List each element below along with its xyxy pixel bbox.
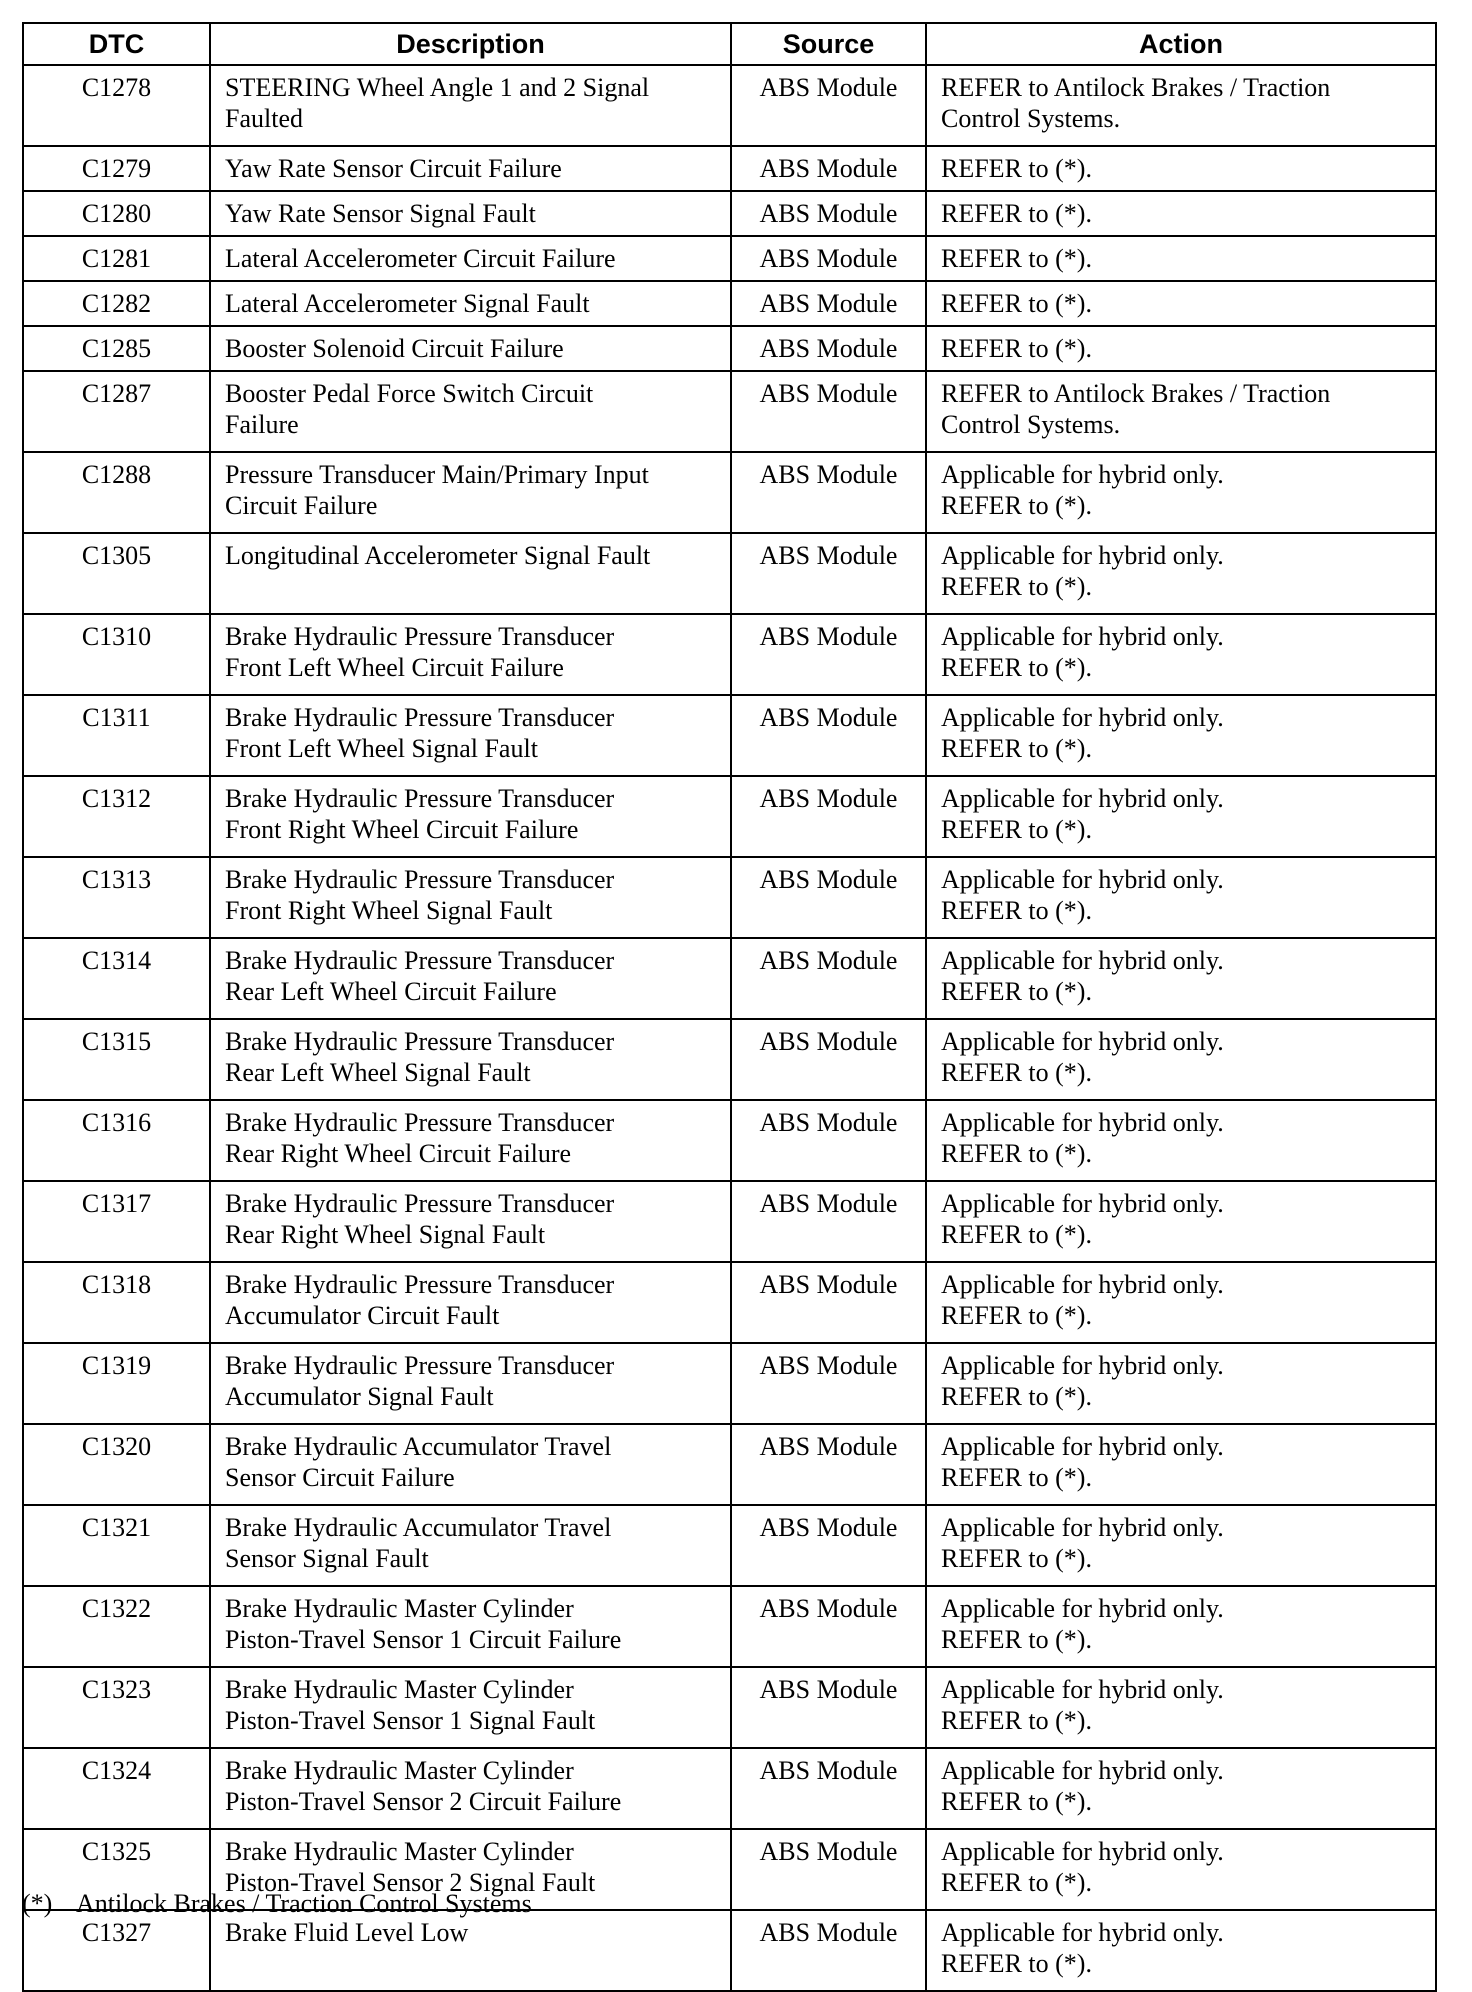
dtc-code: C1280: [23, 191, 210, 236]
dtc-action: [926, 1019, 1436, 1100]
dtc-source: ABS Module: [731, 65, 926, 146]
action-line: Applicable for hybrid only.: [941, 1513, 1224, 1542]
description-line: Brake Hydraulic Accumulator Travel: [225, 1513, 612, 1542]
action-line: REFER to Antilock Brakes / Traction: [941, 73, 1331, 102]
dtc-action: [926, 281, 1436, 326]
action-line: REFER to (*).: [941, 1463, 1092, 1492]
dtc-description: [210, 1262, 731, 1343]
dtc-description: [210, 65, 731, 146]
dtc-description: [210, 146, 731, 191]
description-line: Booster Solenoid Circuit Failure: [225, 334, 564, 363]
table-row: [23, 236, 1436, 281]
description-line: Front Left Wheel Circuit Failure: [225, 653, 564, 682]
description-line: Circuit Failure: [225, 491, 378, 520]
dtc-code: C1305: [23, 533, 210, 614]
dtc-source: ABS Module: [731, 938, 926, 1019]
footnote-mark: (*): [22, 1889, 53, 1918]
table-row: [23, 1181, 1436, 1262]
description-line: Pressure Transducer Main/Primary Input: [225, 460, 649, 489]
description-line: Piston-Travel Sensor 2 Signal Fault: [225, 1868, 596, 1897]
dtc-description: [210, 776, 731, 857]
dtc-source: ABS Module: [731, 281, 926, 326]
action-line: REFER to (*).: [941, 1220, 1092, 1249]
dtc-source: ABS Module: [731, 191, 926, 236]
action-line: REFER to (*).: [941, 1544, 1092, 1573]
description-line: Brake Hydraulic Pressure Transducer: [225, 1027, 615, 1056]
dtc-code: C1285: [23, 326, 210, 371]
dtc-source: ABS Module: [731, 371, 926, 452]
description-line: Front Left Wheel Signal Fault: [225, 734, 538, 763]
dtc-code: C1281: [23, 236, 210, 281]
table-row: [23, 1910, 1436, 1991]
dtc-description: [210, 371, 731, 452]
dtc-action: [926, 1667, 1436, 1748]
dtc-code: C1322: [23, 1586, 210, 1667]
action-line: REFER to (*).: [941, 977, 1092, 1006]
dtc-source: ABS Module: [731, 326, 926, 371]
dtc-source: ABS Module: [731, 614, 926, 695]
dtc-code: C1314: [23, 938, 210, 1019]
table-row: [23, 452, 1436, 533]
dtc-source: ABS Module: [731, 236, 926, 281]
dtc-code: C1317: [23, 1181, 210, 1262]
dtc-action: [926, 1100, 1436, 1181]
action-line: Applicable for hybrid only.: [941, 1432, 1224, 1461]
action-line: Applicable for hybrid only.: [941, 946, 1224, 975]
table-row: [23, 533, 1436, 614]
dtc-description: [210, 236, 731, 281]
dtc-code: C1327: [23, 1910, 210, 1991]
dtc-source: ABS Module: [731, 776, 926, 857]
dtc-code: C1320: [23, 1424, 210, 1505]
dtc-code: C1282: [23, 281, 210, 326]
description-line: STEERING Wheel Angle 1 and 2 Signal: [225, 73, 650, 102]
description-line: Rear Left Wheel Signal Fault: [225, 1058, 531, 1087]
table-row: [23, 695, 1436, 776]
dtc-action: [926, 146, 1436, 191]
description-line: Rear Right Wheel Circuit Failure: [225, 1139, 572, 1168]
action-line: REFER to (*).: [941, 1868, 1092, 1897]
dtc-source: ABS Module: [731, 1019, 926, 1100]
dtc-source: ABS Module: [731, 533, 926, 614]
dtc-action: [926, 1262, 1436, 1343]
dtc-source: ABS Module: [731, 1100, 926, 1181]
table-row: [23, 326, 1436, 371]
dtc-source: ABS Module: [731, 1586, 926, 1667]
description-line: Brake Hydraulic Accumulator Travel: [225, 1432, 612, 1461]
action-line: Applicable for hybrid only.: [941, 1189, 1224, 1218]
action-line: Applicable for hybrid only.: [941, 541, 1224, 570]
dtc-table: [22, 22, 1437, 1992]
dtc-code: C1287: [23, 371, 210, 452]
description-line: Brake Hydraulic Master Cylinder: [225, 1756, 574, 1785]
header-source: Source: [731, 23, 926, 65]
action-line: REFER to (*).: [941, 1949, 1092, 1978]
description-line: Piston-Travel Sensor 1 Circuit Failure: [225, 1625, 622, 1654]
dtc-description: [210, 1343, 731, 1424]
table-row: [23, 1748, 1436, 1829]
dtc-description: [210, 1019, 731, 1100]
dtc-source: ABS Module: [731, 695, 926, 776]
description-line: Front Right Wheel Signal Fault: [225, 896, 553, 925]
table-row: [23, 938, 1436, 1019]
dtc-action: [926, 1748, 1436, 1829]
dtc-code: C1279: [23, 146, 210, 191]
table-row: [23, 857, 1436, 938]
dtc-description: [210, 1424, 731, 1505]
dtc-description: [210, 695, 731, 776]
action-line: REFER to (*).: [941, 1139, 1092, 1168]
dtc-description: [210, 191, 731, 236]
dtc-code: C1312: [23, 776, 210, 857]
dtc-action: [926, 695, 1436, 776]
action-line: Applicable for hybrid only.: [941, 1108, 1224, 1137]
description-line: Faulted: [225, 104, 303, 133]
dtc-code: C1288: [23, 452, 210, 533]
description-line: Accumulator Signal Fault: [225, 1382, 494, 1411]
dtc-action: [926, 1910, 1436, 1991]
table-body: [23, 65, 1436, 1991]
description-line: Booster Pedal Force Switch Circuit: [225, 379, 594, 408]
dtc-description: [210, 326, 731, 371]
description-line: Sensor Signal Fault: [225, 1544, 429, 1573]
dtc-code: C1278: [23, 65, 210, 146]
action-line: REFER to (*).: [941, 653, 1092, 682]
dtc-action: [926, 326, 1436, 371]
dtc-source: ABS Module: [731, 1829, 926, 1910]
dtc-action: [926, 452, 1436, 533]
dtc-source: ABS Module: [731, 146, 926, 191]
table-row: [23, 1019, 1436, 1100]
description-line: Longitudinal Accelerometer Signal Fault: [225, 541, 651, 570]
dtc-action: [926, 533, 1436, 614]
dtc-action: [926, 1181, 1436, 1262]
dtc-code: C1323: [23, 1667, 210, 1748]
dtc-action: [926, 1586, 1436, 1667]
action-line: REFER to (*).: [941, 896, 1092, 925]
action-line: Applicable for hybrid only.: [941, 622, 1224, 651]
dtc-source: ABS Module: [731, 1910, 926, 1991]
header-dtc: DTC: [23, 23, 210, 65]
table-row: [23, 1262, 1436, 1343]
action-line: Control Systems.: [941, 410, 1121, 439]
table-row: [23, 1343, 1436, 1424]
action-line: Applicable for hybrid only.: [941, 1027, 1224, 1056]
action-line: REFER to (*).: [941, 1787, 1092, 1816]
dtc-source: ABS Module: [731, 1262, 926, 1343]
description-line: Brake Hydraulic Master Cylinder: [225, 1675, 574, 1704]
action-line: REFER to (*).: [941, 1058, 1092, 1087]
description-line: Brake Hydraulic Master Cylinder: [225, 1594, 574, 1623]
footnote: [22, 1888, 532, 1920]
dtc-description: [210, 281, 731, 326]
dtc-description: [210, 452, 731, 533]
action-line: REFER to (*).: [941, 1382, 1092, 1411]
description-line: Accumulator Circuit Fault: [225, 1301, 500, 1330]
action-line: REFER to (*).: [941, 572, 1092, 601]
table-row: [23, 191, 1436, 236]
table-row: [23, 1100, 1436, 1181]
action-line: Control Systems.: [941, 104, 1121, 133]
dtc-action: [926, 614, 1436, 695]
dtc-description: [210, 533, 731, 614]
table-row: [23, 1586, 1436, 1667]
dtc-code: C1319: [23, 1343, 210, 1424]
dtc-source: ABS Module: [731, 1181, 926, 1262]
description-line: Brake Hydraulic Pressure Transducer: [225, 946, 615, 975]
header-description: Description: [210, 23, 731, 65]
dtc-source: ABS Module: [731, 1424, 926, 1505]
action-line: Applicable for hybrid only.: [941, 1918, 1224, 1947]
dtc-source: ABS Module: [731, 452, 926, 533]
dtc-action: [926, 776, 1436, 857]
dtc-description: [210, 857, 731, 938]
table-row: [23, 146, 1436, 191]
action-line: Applicable for hybrid only.: [941, 784, 1224, 813]
description-line: Yaw Rate Sensor Circuit Failure: [225, 154, 562, 183]
action-line: Applicable for hybrid only.: [941, 1675, 1224, 1704]
description-line: Lateral Accelerometer Signal Fault: [225, 289, 590, 318]
description-line: Piston-Travel Sensor 1 Signal Fault: [225, 1706, 596, 1735]
footnote-text: Antilock Brakes / Traction Control Systems: [76, 1889, 532, 1918]
table-row: [23, 1667, 1436, 1748]
action-line: REFER to (*).: [941, 815, 1092, 844]
description-line: Brake Hydraulic Pressure Transducer: [225, 1189, 615, 1218]
action-line: REFER to (*).: [941, 244, 1092, 273]
action-line: Applicable for hybrid only.: [941, 865, 1224, 894]
dtc-source: ABS Module: [731, 1505, 926, 1586]
action-line: REFER to (*).: [941, 1706, 1092, 1735]
action-line: Applicable for hybrid only.: [941, 1837, 1224, 1866]
dtc-description: [210, 938, 731, 1019]
dtc-action: [926, 65, 1436, 146]
dtc-code: C1315: [23, 1019, 210, 1100]
description-line: Sensor Circuit Failure: [225, 1463, 455, 1492]
dtc-source: ABS Module: [731, 1748, 926, 1829]
table-row: [23, 614, 1436, 695]
dtc-action: [926, 938, 1436, 1019]
dtc-source: ABS Module: [731, 1343, 926, 1424]
dtc-description: [210, 1505, 731, 1586]
action-line: REFER to (*).: [941, 199, 1092, 228]
description-line: Brake Hydraulic Pressure Transducer: [225, 1351, 615, 1380]
description-line: Lateral Accelerometer Circuit Failure: [225, 244, 616, 273]
dtc-source: ABS Module: [731, 1667, 926, 1748]
description-line: Brake Fluid Level Low: [225, 1918, 469, 1947]
table-row: [23, 281, 1436, 326]
dtc-action: [926, 1829, 1436, 1910]
action-line: REFER to (*).: [941, 334, 1092, 363]
dtc-description: [210, 1748, 731, 1829]
description-line: Brake Hydraulic Pressure Transducer: [225, 865, 615, 894]
dtc-description: [210, 614, 731, 695]
dtc-action: [926, 371, 1436, 452]
description-line: Brake Hydraulic Pressure Transducer: [225, 703, 615, 732]
description-line: Brake Hydraulic Pressure Transducer: [225, 784, 615, 813]
table-header-row: [23, 23, 1436, 65]
dtc-description: [210, 1910, 731, 1991]
description-line: Brake Hydraulic Pressure Transducer: [225, 1108, 615, 1137]
description-line: Failure: [225, 410, 299, 439]
dtc-action: [926, 236, 1436, 281]
dtc-action: [926, 857, 1436, 938]
dtc-description: [210, 1181, 731, 1262]
dtc-action: [926, 1343, 1436, 1424]
dtc-action: [926, 1424, 1436, 1505]
action-line: Applicable for hybrid only.: [941, 703, 1224, 732]
dtc-code: C1316: [23, 1100, 210, 1181]
action-line: REFER to (*).: [941, 1301, 1092, 1330]
dtc-code: C1311: [23, 695, 210, 776]
description-line: Rear Right Wheel Signal Fault: [225, 1220, 546, 1249]
dtc-action: [926, 191, 1436, 236]
action-line: Applicable for hybrid only.: [941, 1756, 1224, 1785]
action-line: REFER to (*).: [941, 734, 1092, 763]
table-row: [23, 1424, 1436, 1505]
dtc-description: [210, 1586, 731, 1667]
description-line: Brake Hydraulic Pressure Transducer: [225, 1270, 615, 1299]
action-line: REFER to (*).: [941, 154, 1092, 183]
description-line: Front Right Wheel Circuit Failure: [225, 815, 579, 844]
table-row: [23, 65, 1436, 146]
description-line: Piston-Travel Sensor 2 Circuit Failure: [225, 1787, 622, 1816]
table-row: [23, 371, 1436, 452]
description-line: Rear Left Wheel Circuit Failure: [225, 977, 557, 1006]
dtc-code: C1313: [23, 857, 210, 938]
dtc-description: [210, 1667, 731, 1748]
dtc-code: C1324: [23, 1748, 210, 1829]
dtc-action: [926, 1505, 1436, 1586]
action-line: REFER to (*).: [941, 289, 1092, 318]
action-line: Applicable for hybrid only.: [941, 460, 1224, 489]
action-line: Applicable for hybrid only.: [941, 1594, 1224, 1623]
dtc-source: ABS Module: [731, 857, 926, 938]
action-line: Applicable for hybrid only.: [941, 1351, 1224, 1380]
action-line: REFER to (*).: [941, 1625, 1092, 1654]
table-row: [23, 776, 1436, 857]
dtc-code: C1321: [23, 1505, 210, 1586]
dtc-code: C1318: [23, 1262, 210, 1343]
table-row: [23, 1505, 1436, 1586]
description-line: Brake Hydraulic Pressure Transducer: [225, 622, 615, 651]
description-line: Yaw Rate Sensor Signal Fault: [225, 199, 536, 228]
action-line: REFER to Antilock Brakes / Traction: [941, 379, 1331, 408]
action-line: Applicable for hybrid only.: [941, 1270, 1224, 1299]
action-line: REFER to (*).: [941, 491, 1092, 520]
dtc-description: [210, 1100, 731, 1181]
description-line: Brake Hydraulic Master Cylinder: [225, 1837, 574, 1866]
dtc-code: C1310: [23, 614, 210, 695]
header-action: Action: [926, 23, 1436, 65]
dtc-code: C1325: [23, 1829, 210, 1910]
